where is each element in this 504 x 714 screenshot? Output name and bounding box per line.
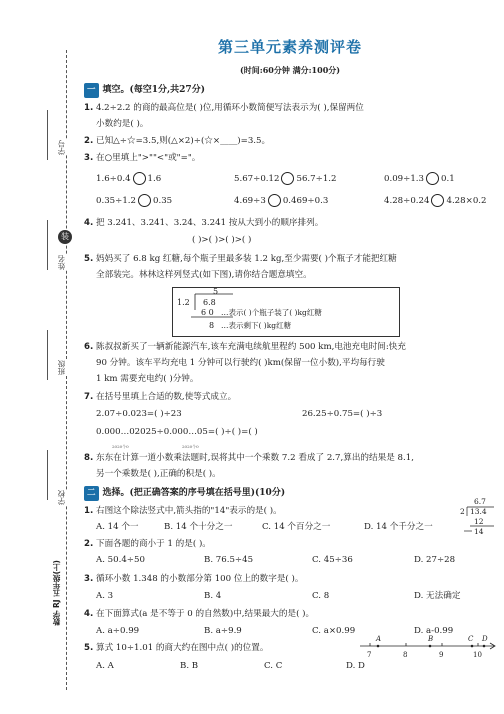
compare-right: 0.35 (153, 196, 173, 206)
question-number: 1. (84, 103, 94, 113)
compare-right: 0.1 (441, 174, 455, 184)
point-b: B (428, 635, 434, 643)
binding-margin (0, 0, 78, 714)
compare-right: 56.7÷1.2 (296, 174, 337, 184)
vs-divisor: 2 (460, 507, 465, 516)
option-a[interactable]: A. 3 (96, 591, 114, 601)
page-title: 第三单元素养测评卷 (217, 38, 362, 56)
option-d[interactable]: D. 无法确定 (414, 591, 461, 601)
question-1 (84, 101, 498, 116)
equation-c[interactable]: 0.000…02025÷0.000…05=( )÷( )=( ) (96, 427, 258, 437)
option-d[interactable]: D. D (346, 661, 365, 671)
name-write-line (47, 220, 48, 270)
choice-1 (84, 504, 498, 519)
section-choice (84, 486, 285, 501)
equation-a[interactable]: 2.07÷0.023=( )÷23 (96, 409, 182, 419)
question-5 (84, 252, 498, 267)
option-a[interactable]: A. a÷0.99 (96, 626, 140, 636)
compare-item (384, 172, 455, 187)
section-tag: 二 (84, 486, 99, 501)
number-line (360, 635, 496, 659)
option-b[interactable]: B. 4 (204, 591, 222, 601)
school-label: 学校 (55, 490, 73, 505)
question-3 (84, 151, 498, 166)
question-number: 6. (84, 342, 94, 352)
question-number: 3. (84, 574, 94, 584)
question-number: 1. (84, 506, 94, 516)
question-1-line2: 小数约是( )。 (96, 119, 149, 129)
division-figure (172, 287, 400, 337)
question-6-line2: 90 分钟。该车平均充电 1 分钟可以行驶约( )km(保留一位小数),平均每行驶 (96, 358, 385, 368)
question-6 (84, 340, 498, 355)
question-number: 5. (84, 643, 94, 653)
quotient: 5 (213, 287, 219, 296)
question-text: 东东在计算一道小数乘法题时,误将其中一个乘数 7.2 看成了 2.7,算出的结果是 8.1, (95, 453, 414, 463)
compare-left: 0.35÷1.2 (96, 196, 137, 206)
question-text: 循环小数 1.348 的小数部分第 100 位上的数字是( )。 (95, 574, 304, 584)
choice-4 (84, 607, 498, 622)
id-label: 学号 (55, 140, 73, 155)
annotation-1-text: 表示( )个瓶子装了( )kg红糖 (228, 308, 322, 317)
school-write-line (47, 450, 48, 500)
compare-left: 5.67÷0.12 (234, 174, 280, 184)
question-8-line2: 另一个乘数是( ),正确的积是( )。 (96, 469, 221, 479)
option-a[interactable]: A. 50.4÷50 (96, 555, 145, 565)
compare-item (234, 194, 328, 209)
option-b[interactable]: B. B (180, 661, 199, 671)
vs-quotient: 6.7 (474, 497, 486, 506)
dividend: 6.8 (203, 298, 216, 307)
option-c[interactable]: C. 8 (312, 591, 330, 601)
zeros-note-1: 2020个0 (112, 444, 129, 449)
class-label: 班级 (55, 360, 73, 375)
option-b[interactable]: B. 76.5÷45 (204, 555, 254, 565)
question-text: 把 3.241、3.241、3.24、3.241 按从大到小的顺序排列。 (95, 218, 324, 228)
book-label: 数学 RJ 五年级(上) (52, 560, 61, 626)
question-4 (84, 216, 498, 231)
question-text: 下面各题的商小于 1 的是( )。 (95, 539, 211, 549)
question-number: 2. (84, 539, 94, 549)
compare-circle[interactable] (431, 194, 444, 207)
option-a[interactable]: A. 14 个一 (96, 522, 139, 532)
question-text: 妈妈买了 6.8 kg 红糖,每个瓶子里最多装 1.2 kg,至少需要( )个瓶子才能把红糖 (95, 254, 397, 264)
question-number: 8. (84, 453, 94, 463)
option-c[interactable]: C. 14 个百分之一 (262, 522, 331, 532)
question-text: 已知△÷☆=3.5,则(△×2)÷(☆×____)=3.5。 (95, 136, 271, 146)
question-text: 陈叔叔新买了一辆新能源汽车,该车充满电续航里程约 500 km,电池充电时间:快充 (95, 342, 406, 352)
vs-remainder: 14 (474, 527, 484, 536)
question-number: 4. (84, 609, 94, 619)
tick-8: 8 (403, 651, 408, 659)
question-number: 5. (84, 254, 94, 264)
compare-item (234, 172, 337, 187)
section-fill-blank (84, 83, 205, 98)
annotation-1: …表示( )个瓶子装了( )kg红糖 (221, 308, 322, 317)
compare-left: 4.69÷3 (234, 196, 266, 206)
exam-paper (82, 0, 498, 714)
question-number: 7. (84, 392, 94, 402)
question-7 (84, 390, 498, 405)
compare-left: 1.6÷0.4 (96, 174, 131, 184)
question-text: 右图这个除法竖式中,箭头指的"14"表示的是( )。 (95, 506, 282, 516)
section-heading: 填空。(每空1分,共27分) (102, 85, 205, 95)
compare-item (384, 194, 487, 209)
choice-1-division (454, 497, 498, 541)
compare-circle[interactable] (268, 194, 281, 207)
compare-circle[interactable] (138, 194, 151, 207)
section-tag: 一 (84, 83, 99, 98)
tick-10: 10 (473, 651, 482, 659)
question-text: 在下面算式(a 是不等于 0 的自然数)中,结果最大的是( )。 (95, 609, 315, 619)
option-d[interactable]: D. 14 个千分之一 (364, 522, 433, 532)
compare-circle[interactable] (133, 172, 146, 185)
class-write-line (47, 330, 48, 380)
binding-knot: 装 (58, 230, 72, 244)
compare-right: 0.469÷0.3 (282, 196, 329, 206)
compare-circle[interactable] (426, 172, 439, 185)
option-c[interactable]: C. C (264, 661, 283, 671)
point-a: A (376, 635, 382, 643)
annotation-2: …表示剩下( )kg红糖 (221, 321, 292, 330)
option-a[interactable]: A. A (96, 661, 114, 671)
subtrahend: 6 0 (201, 308, 214, 317)
question-5-line2: 全部装完。林林这样列竖式(如下图),请你结合题意填空。 (96, 270, 312, 280)
equation-b[interactable]: 26.25÷0.75=( )÷3 (302, 409, 383, 419)
option-c[interactable]: C. 45÷36 (312, 555, 353, 565)
section-heading: 选择。(把正确答案的序号填在括号里)(10分) (102, 488, 286, 498)
compare-item (96, 172, 161, 187)
vs-lines (454, 497, 498, 541)
id-write-line (47, 110, 48, 160)
question-6-line3: 1 km 需要充电约( )分钟。 (96, 374, 199, 384)
compare-left: 4.28÷0.24 (384, 196, 430, 206)
choice-3 (84, 572, 498, 587)
name-label: 姓名 (55, 255, 73, 270)
remainder: 8 (209, 321, 215, 330)
zeros-note-2: 2020个0 (182, 444, 199, 449)
point-c: C (468, 635, 474, 643)
vs-dividend: 13.4 (470, 507, 487, 516)
question-text: 算式 10÷1.01 的商大约在图中点( )的位置。 (95, 643, 269, 653)
divisor: 1.2 (177, 298, 190, 307)
question-number: 4. (84, 218, 94, 228)
compare-right: 4.28×0.2 (446, 196, 487, 206)
option-b[interactable]: B. 14 个十分之一 (164, 522, 233, 532)
question-number: 3. (84, 153, 94, 163)
option-c[interactable]: C. a×0.99 (312, 626, 356, 636)
choice-5 (84, 641, 354, 656)
order-blanks[interactable]: ( )>( )>( )>( ) (192, 235, 252, 245)
annotation-2-text: 表示剩下( )kg红糖 (228, 321, 292, 330)
question-8 (84, 451, 498, 466)
question-2 (84, 134, 498, 149)
option-b[interactable]: B. a÷9.9 (204, 626, 242, 636)
point-d: D (482, 635, 488, 643)
option-d[interactable]: D. 27÷28 (414, 555, 456, 565)
vs-sub: 12 (474, 517, 484, 526)
tick-9: 9 (439, 651, 444, 659)
option-d[interactable]: D. a-0.99 (414, 626, 454, 636)
page-subtitle: (时间:60分钟 满分:100分) (239, 65, 341, 75)
question-text: 在○里填上">""<"或"="。 (95, 153, 201, 163)
compare-right: 1.6 (147, 174, 162, 184)
compare-left: 0.09÷1.3 (384, 174, 425, 184)
choice-2 (84, 537, 498, 552)
question-text: 在括号里填上合适的数,使等式成立。 (95, 392, 237, 402)
question-text: 4.2÷2.2 的商的最高位是( )位,用循环小数简便写法表示为( ),保留两位 (95, 103, 364, 113)
compare-item (96, 194, 172, 209)
compare-circle[interactable] (281, 172, 294, 185)
tick-7: 7 (367, 651, 372, 659)
question-number: 2. (84, 136, 94, 146)
